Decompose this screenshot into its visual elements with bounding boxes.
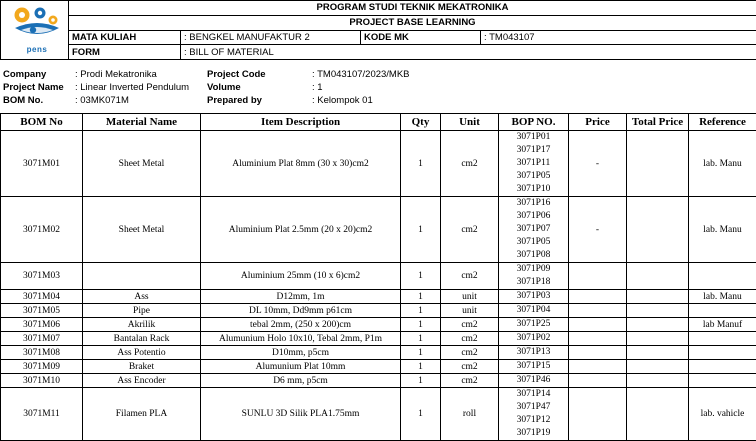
cell-item-description: Alumunium Holo 10x10, Tebal 2mm, P1m: [201, 332, 401, 346]
table-row: [1, 374, 756, 388]
bop-no-item: 3071P15: [499, 360, 568, 373]
cell-bop-no-list: [499, 332, 569, 346]
cell-total-price: [627, 131, 689, 197]
col-item-description: Item Description: [201, 114, 401, 131]
cell-bom-no: 3071M09: [1, 360, 83, 374]
table-row: [1, 290, 756, 304]
col-bop-no: BOP NO.: [499, 114, 569, 131]
cell-item-description: tebal 2mm, (250 x 200)cm: [201, 318, 401, 332]
cell-qty: 1: [401, 197, 441, 263]
bom-table: [0, 113, 756, 441]
pens-logo-text: pens: [27, 45, 48, 54]
pens-logo-icon: [9, 6, 65, 44]
cell-reference: lab. Manu: [689, 290, 756, 304]
cell-material-name: Ass Potentio: [83, 346, 201, 360]
bom-table-header-row: [1, 114, 756, 131]
cell-bop-no-list: [499, 304, 569, 318]
cell-qty: 1: [401, 374, 441, 388]
bop-no-item: 3071P05: [499, 170, 568, 183]
cell-material-name: [83, 263, 201, 290]
cell-bom-no: 3071M03: [1, 263, 83, 290]
table-row: [1, 131, 756, 197]
col-price: Price: [569, 114, 627, 131]
bop-no-item: 3071P10: [499, 183, 568, 196]
cell-item-description: Aluminium Plat 2.5mm (20 x 20)cm2: [201, 197, 401, 263]
cell-reference: [689, 304, 756, 318]
cell-price: -: [569, 131, 627, 197]
pens-logo: [1, 1, 69, 60]
cell-item-description: Alumunium Plat 10mm: [201, 360, 401, 374]
cell-bop-no-list: [499, 388, 569, 441]
info-label-project-code: Project Code: [204, 68, 309, 81]
bop-no-item: 3071P03: [499, 290, 568, 303]
cell-total-price: [627, 197, 689, 263]
cell-qty: 1: [401, 346, 441, 360]
bop-no-item: 3071P04: [499, 304, 568, 317]
cell-bop-no-list: [499, 346, 569, 360]
cell-qty: 1: [401, 304, 441, 318]
header-value-mata-kuliah: : BENGKEL MANUFAKTUR 2: [181, 30, 361, 45]
cell-material-name: Pipe: [83, 304, 201, 318]
cell-material-name: Bantalan Rack: [83, 332, 201, 346]
cell-material-name: Sheet Metal: [83, 197, 201, 263]
cell-bop-no-list: [499, 290, 569, 304]
cell-price: [569, 290, 627, 304]
cell-material-name: Ass: [83, 290, 201, 304]
cell-price: [569, 304, 627, 318]
cell-reference: [689, 360, 756, 374]
cell-unit: roll: [441, 388, 499, 441]
table-row: [1, 388, 756, 441]
bop-no-item: 3071P07: [499, 223, 568, 236]
cell-total-price: [627, 304, 689, 318]
col-qty: Qty: [401, 114, 441, 131]
cell-reference: [689, 374, 756, 388]
cell-price: [569, 332, 627, 346]
cell-price: [569, 346, 627, 360]
table-row: [1, 263, 756, 290]
cell-material-name: Braket: [83, 360, 201, 374]
info-value-project-name: : Linear Inverted Pendulum: [72, 81, 204, 94]
col-total-price: Total Price: [627, 114, 689, 131]
cell-unit: cm2: [441, 360, 499, 374]
cell-unit: cm2: [441, 131, 499, 197]
cell-bop-no-list: [499, 263, 569, 290]
info-label-prepared-by: Prepared by: [204, 94, 309, 107]
cell-qty: 1: [401, 388, 441, 441]
info-label-company: Company: [0, 68, 72, 81]
header-label-form: FORM: [69, 45, 181, 60]
info-label-project-name: Project Name: [0, 81, 72, 94]
bop-no-item: 3071P13: [499, 346, 568, 359]
bop-no-item: 3071P08: [499, 249, 568, 262]
bom-table-body: [1, 131, 756, 441]
info-value-prepared-by: : Kelompok 01: [309, 94, 449, 107]
header-label-mata-kuliah: MATA KULIAH: [69, 30, 181, 45]
info-value-volume: : 1: [309, 81, 449, 94]
cell-qty: 1: [401, 332, 441, 346]
bop-no-item: 3071P12: [499, 414, 568, 427]
cell-item-description: SUNLU 3D Silik PLA1.75mm: [201, 388, 401, 441]
cell-qty: 1: [401, 360, 441, 374]
info-row: [0, 68, 756, 81]
cell-material-name: Ass Encoder: [83, 374, 201, 388]
cell-unit: cm2: [441, 263, 499, 290]
info-row: [0, 94, 756, 107]
cell-unit: cm2: [441, 374, 499, 388]
cell-total-price: [627, 388, 689, 441]
cell-total-price: [627, 263, 689, 290]
bop-no-item: 3071P19: [499, 427, 568, 440]
cell-item-description: D10mm, p5cm: [201, 346, 401, 360]
bop-no-item: 3071P02: [499, 332, 568, 345]
cell-unit: unit: [441, 290, 499, 304]
table-row: [1, 360, 756, 374]
cell-bom-no: 3071M10: [1, 374, 83, 388]
bop-no-item: 3071P18: [499, 276, 568, 289]
cell-bop-no-list: [499, 197, 569, 263]
cell-total-price: [627, 346, 689, 360]
info-label-bom-no: BOM No.: [0, 94, 72, 107]
cell-bop-no-list: [499, 374, 569, 388]
bop-no-item: 3071P01: [499, 131, 568, 144]
cell-item-description: D6 mm, p5cm: [201, 374, 401, 388]
header-label-kode-mk: KODE MK: [361, 30, 481, 45]
cell-item-description: D12mm, 1m: [201, 290, 401, 304]
cell-price: [569, 263, 627, 290]
project-info-block: [0, 68, 756, 107]
cell-price: [569, 318, 627, 332]
cell-total-price: [627, 318, 689, 332]
cell-unit: unit: [441, 304, 499, 318]
cell-bop-no-list: [499, 318, 569, 332]
cell-item-description: Aluminium 25mm (10 x 6)cm2: [201, 263, 401, 290]
cell-total-price: [627, 290, 689, 304]
cell-unit: cm2: [441, 332, 499, 346]
cell-reference: [689, 346, 756, 360]
info-value-bom-no: : 03MK071M: [72, 94, 204, 107]
info-spacer: [449, 94, 756, 107]
cell-material-name: Filamen PLA: [83, 388, 201, 441]
cell-material-name: Akrilik: [83, 318, 201, 332]
info-value-company: : Prodi Mekatronika: [72, 68, 204, 81]
header-title-line2: PROJECT BASE LEARNING: [69, 15, 756, 30]
cell-price: -: [569, 197, 627, 263]
cell-qty: 1: [401, 290, 441, 304]
cell-qty: 1: [401, 318, 441, 332]
cell-bop-no-list: [499, 360, 569, 374]
cell-bom-no: 3071M05: [1, 304, 83, 318]
document-header: [0, 0, 756, 60]
cell-price: [569, 388, 627, 441]
cell-bom-no: 3071M04: [1, 290, 83, 304]
header-value-kode-mk: : TM043107: [481, 30, 756, 45]
cell-total-price: [627, 374, 689, 388]
table-row: [1, 346, 756, 360]
cell-reference: lab. vahicle: [689, 388, 756, 441]
cell-bom-no: 3071M06: [1, 318, 83, 332]
cell-price: [569, 360, 627, 374]
cell-qty: 1: [401, 131, 441, 197]
cell-reference: lab. Manu: [689, 197, 756, 263]
cell-price: [569, 374, 627, 388]
cell-bom-no: 3071M08: [1, 346, 83, 360]
bop-no-item: 3071P05: [499, 236, 568, 249]
info-value-project-code: : TM043107/2023/MKB: [309, 68, 449, 81]
info-label-volume: Volume: [204, 81, 309, 94]
cell-bop-no-list: [499, 131, 569, 197]
table-row: [1, 197, 756, 263]
bop-no-item: 3071P17: [499, 144, 568, 157]
bop-no-item: 3071P16: [499, 197, 568, 210]
bop-no-item: 3071P14: [499, 388, 568, 401]
cell-bom-no: 3071M11: [1, 388, 83, 441]
cell-bom-no: 3071M07: [1, 332, 83, 346]
bop-no-item: 3071P25: [499, 318, 568, 331]
col-bom-no: BOM No: [1, 114, 83, 131]
header-value-form: : BILL OF MATERIAL: [181, 45, 756, 60]
cell-item-description: DL 10mm, Dd9mm p61cm: [201, 304, 401, 318]
cell-bom-no: 3071M02: [1, 197, 83, 263]
bop-no-item: 3071P06: [499, 210, 568, 223]
info-spacer: [449, 68, 756, 81]
cell-reference: lab. Manu: [689, 131, 756, 197]
cell-total-price: [627, 360, 689, 374]
table-row: [1, 304, 756, 318]
info-row: [0, 81, 756, 94]
info-spacer: [449, 81, 756, 94]
col-material-name: Material Name: [83, 114, 201, 131]
table-row: [1, 318, 756, 332]
cell-item-description: Aluminium Plat 8mm (30 x 30)cm2: [201, 131, 401, 197]
cell-reference: [689, 332, 756, 346]
cell-material-name: Sheet Metal: [83, 131, 201, 197]
bop-no-item: 3071P46: [499, 374, 568, 387]
cell-total-price: [627, 332, 689, 346]
cell-unit: cm2: [441, 197, 499, 263]
cell-reference: [689, 263, 756, 290]
bop-no-item: 3071P09: [499, 263, 568, 276]
cell-bom-no: 3071M01: [1, 131, 83, 197]
bop-no-item: 3071P47: [499, 401, 568, 414]
cell-qty: 1: [401, 263, 441, 290]
col-reference: Reference: [689, 114, 756, 131]
cell-unit: cm2: [441, 318, 499, 332]
col-unit: Unit: [441, 114, 499, 131]
cell-unit: cm2: [441, 346, 499, 360]
table-row: [1, 332, 756, 346]
bop-no-item: 3071P11: [499, 157, 568, 170]
header-title-line1: PROGRAM STUDI TEKNIK MEKATRONIKA: [69, 1, 756, 16]
cell-reference: lab Manuf: [689, 318, 756, 332]
